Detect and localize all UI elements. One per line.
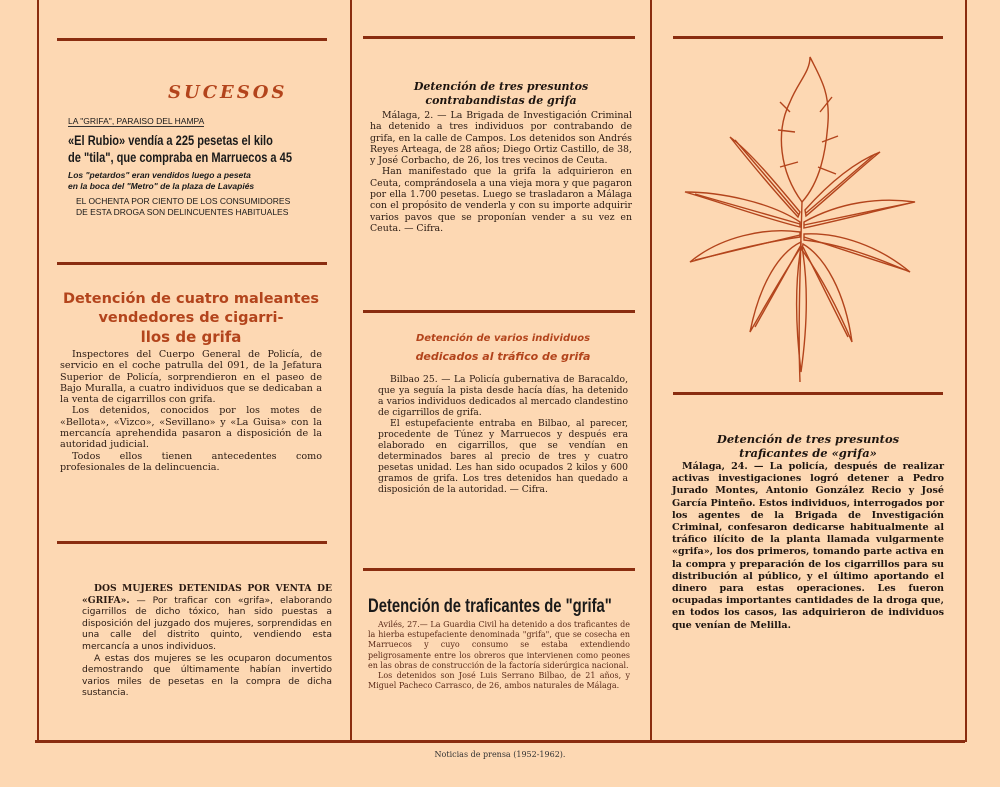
divider-rule — [57, 541, 327, 544]
column-rule-mid-left — [350, 0, 352, 742]
divider-rule — [363, 310, 635, 313]
headline: Detención de traficantes de "grifa" — [368, 596, 612, 617]
cannabis-leaf-icon — [680, 52, 920, 382]
article-body — [672, 461, 944, 632]
headline-line: llos de grifa — [140, 328, 242, 346]
paragraph: Málaga, 24. — La policía, después de realizar activas investigaciones logró detener a Pedro Jurado Montes, Antonio González Recio y José García Pinteño. Estos individuos, interrogados por los agentes de la Brigada de Investigación Criminal, confesaron dedicarse habitualmente al tráfico ilícito de la planta llamada vulgarmente «grifa», los dos primeros, tomando parte activa en la compra y preparación de los cigarrillos para su distribución al público, y el último aportando el dinero para estas operaciones. Les fueron ocupadas importantes cantidades de la droga que, en todos los casos, las adquirieron de individuos que venían de Melilla. — [672, 461, 944, 631]
clipping-varios-individuos — [378, 330, 628, 495]
column-rule-left — [37, 0, 39, 742]
caps-line: DE ESTA DROGA SON DELINCUENTES HABITUALES — [76, 207, 289, 217]
paragraph: A estas dos mujeres se les ocuparon documentos demostrando que últimamente habían invertido varios miles de pesetas en la compra de dicha sustancia. — [82, 652, 332, 699]
caps-line: EL OCHENTA POR CIENTO DE LOS CONSUMIDORES — [76, 196, 291, 206]
cannabis-plant-illustration — [680, 52, 920, 382]
headline-line: Detención de cuatro maleantes vendedores de cigarri- — [62, 291, 320, 326]
article-body — [368, 620, 630, 691]
clipping-cuatro-maleantes — [60, 290, 322, 473]
headline — [672, 432, 944, 460]
headline-line: de "tila", que compraba en Marruecos a 45 — [68, 150, 292, 165]
paragraph: El estupefaciente entraba en Bilbao, al parecer, procedente de Túnez y Marruecos y después era elaborado en cigarrillos, que se vendían en determinados bares al precio de tres y cuatro pesetas unidad. Les han sido ocupados 2 kilos y 600 gramos de grifa. Los tres detenidos han quedado a disposición de la autoridad. — Cifra. — [378, 418, 628, 495]
divider-rule — [57, 38, 327, 41]
article-body — [370, 110, 632, 234]
bottom-rule — [35, 740, 965, 743]
paragraph: Inspectores del Cuerpo General de Policía, de servicio en el coche patrulla del 091, de la Jefatura Superior de Policía, sorprendieron en el paseo de Bajo Muralla, a cuatro individuos que se dedicaban a la venta de cigarrillos con grifa. — [60, 349, 322, 406]
paragraph-text: — Por traficar con «grifa», elaborando cigarrillos de dicho tóxico, han sido puestas a disposición del juzgado dos mujeres, sorprendidas en una calle del distrito quinto, vendiendo esta mercancía a unos individuos. — [82, 594, 332, 652]
divider-rule — [673, 36, 943, 39]
paragraph: Todos ellos tienen antecedentes como profesionales de la delincuencia. — [60, 450, 322, 473]
subhead-line: en la boca del "Metro" de la plaza de Lavapiés — [68, 181, 255, 191]
divider-rule — [363, 36, 635, 39]
paragraph: Avilés, 27.— La Guardia Civil ha detenido a dos traficantes de la hierba estupefaciente denominada "grifa", que se cosecha en Marruecos y cuyo consumo se estaba extendiendo peligrosamente entre los obreros que intervienen como peones en las obras de construcción de la factoría siderúrgica nacional. — [368, 620, 630, 670]
paragraph: Han manifestado que la grifa la adquirieron en Ceuta, comprándosela a una vieja mora y que pagaron por ella 1.700 pesetas. Luego se trasladaron a Málaga con el propósito de venderla y con su importe adquirir varios pavos que se proponían vender a su vez en Ceuta. — Cifra. — [370, 166, 632, 234]
paragraph: Los detenidos son José Luis Serrano Bilbao, de 21 años, y Miguel Pacheco Carrasco, de 26, ambos naturales de Málaga. — [368, 671, 630, 691]
paragraph — [82, 583, 332, 653]
headline-line: Detención de tres presuntos — [716, 432, 900, 446]
clipping-dos-mujeres — [82, 583, 332, 699]
article-body — [378, 374, 628, 495]
divider-rule — [57, 262, 327, 265]
divider-rule — [363, 568, 635, 571]
paragraph: Málaga, 2. — La Brigada de Investigación Criminal ha detenido a tres individuos por contrabando de grifa, en la calle de Campos. Los detenidos son Andrés Reyes Arteaga, de 28 años; Diego Ortiz Castillo, de 38, y José Corbacho, de 26, los tres vecinos de Ceuta. — [370, 110, 632, 167]
column-rule-mid-right — [650, 0, 652, 742]
clipping-tres-traficantes — [672, 432, 944, 632]
headline — [60, 290, 322, 347]
divider-rule — [673, 392, 943, 395]
kicker: LA "GRIFA", PARAISO DEL HAMPA — [68, 116, 205, 126]
headline-line: traficantes de «grifa» — [739, 446, 877, 460]
headline: Detención de tres presuntos contrabandistas de grifa — [413, 80, 589, 107]
paragraph: Bilbao 25. — La Policía gubernativa de Baracaldo, que ya seguía la pista desde hacía días, ha detenido a varios individuos dedicados al mercado clandestino de cigarrillos de grifa. — [378, 374, 628, 418]
headline-line: «El Rubio» vendía a 225 pesetas el kilo — [68, 133, 273, 148]
paragraph: Los detenidos, conocidos por los motes de «Bellota», «Vizco», «Sevillano» y «La Guisa» con la mercancía aprehendida pasaron a disposición de la autoridad judicial. — [60, 405, 322, 451]
headline — [378, 330, 628, 366]
column-rule-right — [965, 0, 967, 742]
clipping-contrabandistas — [370, 80, 632, 234]
page-caption: Noticias de prensa (1952-1962). — [434, 750, 566, 759]
section-title: SUCESOS — [168, 82, 288, 103]
clipping-sucesos — [68, 82, 328, 218]
headline-line: Detención de varios individuos — [415, 333, 591, 344]
clipping-traficantes-aviles — [368, 596, 630, 691]
article-body — [82, 583, 332, 699]
subhead-line: Los "petardos" eran vendidos luego a peseta — [68, 170, 251, 180]
lead-headline: DOS MUJERES DETENIDAS POR VENTA DE «GRIFA». — [82, 583, 332, 606]
article-body — [60, 349, 322, 473]
headline-line: dedicados al tráfico de grifa — [415, 350, 591, 363]
